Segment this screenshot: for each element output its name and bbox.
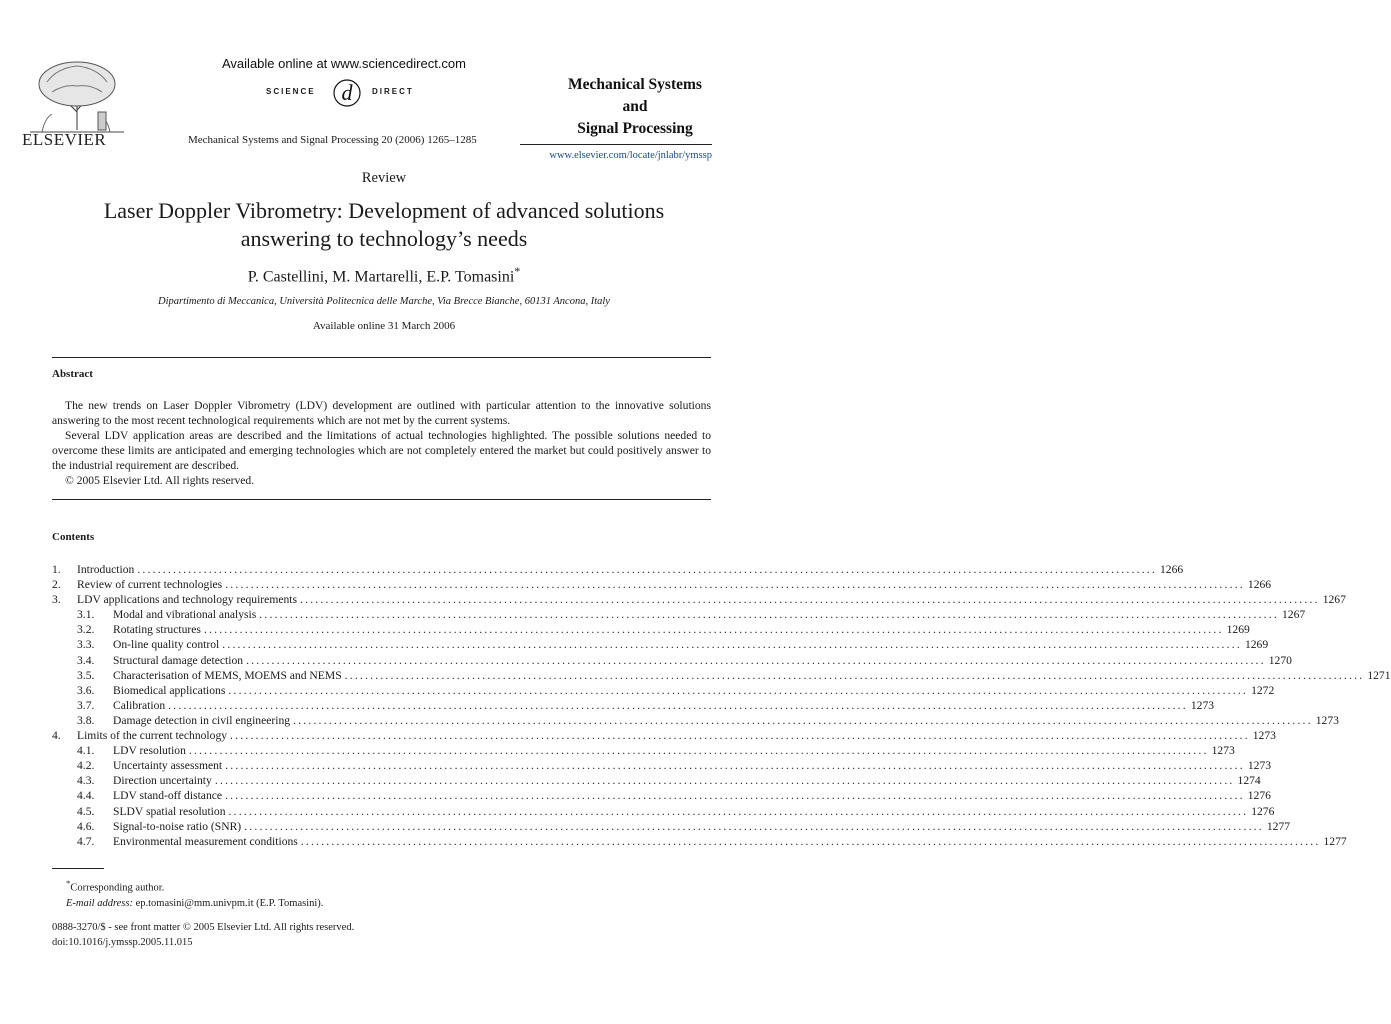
toc-entry-label: Introduction (77, 563, 135, 576)
toc-leader-dots: ........................................................................................................................................................................................................ (259, 608, 1279, 622)
journal-title-block (556, 74, 714, 140)
toc-entry[interactable] (52, 653, 1292, 668)
toc-entry-page: 1273 (1211, 744, 1235, 758)
toc-entry-label: LDV stand-off distance (113, 789, 223, 803)
toc-entry[interactable] (52, 773, 1261, 788)
author-affiliation: Dipartimento di Meccanica, Università Politecnica delle Marche, Via Brecce Bianche, 60131 Ancona, Italy (158, 296, 610, 307)
toc-entry[interactable] (52, 713, 1339, 728)
issn-line: 0888-3270/$ - see front matter © 2005 Elsevier Ltd. All rights reserved. (52, 922, 355, 933)
toc-entry-page: 1277 (1323, 834, 1347, 848)
author-names: P. Castellini, M. Martarelli, E.P. Tomasini (247, 268, 515, 286)
toc-leader-dots: ........................................................................................................................................................................................................ (228, 804, 1249, 818)
toc-entry-number: 3.2. (77, 623, 95, 637)
table-of-contents (52, 562, 1391, 849)
footnote-divider (52, 868, 104, 869)
toc-entry-label: Direction uncertainty (113, 774, 212, 788)
toc-entry-label: Signal-to-noise ratio (SNR) (113, 819, 242, 833)
toc-entry-page: 1273 (1252, 729, 1276, 743)
toc-leader-dots: ........................................................................................................................................................................................................ (188, 744, 1209, 758)
toc-entry-page: 1272 (1251, 683, 1275, 697)
toc-leader-dots: ........................................................................................................................................................................................................ (293, 713, 1313, 727)
toc-entry-page: 1267 (1281, 608, 1306, 622)
toc-entry[interactable] (52, 804, 1275, 819)
toc-entry-number: 4. (52, 729, 61, 743)
section-divider (52, 357, 711, 358)
toc-entry-number: 1. (52, 563, 61, 576)
toc-entry[interactable] (52, 819, 1291, 834)
toc-entry[interactable] (52, 834, 1347, 849)
toc-entry[interactable] (52, 758, 1272, 773)
footnote-mark: * (66, 878, 71, 888)
toc-leader-dots: ........................................................................................................................................................................................................ (225, 789, 1245, 803)
journal-citation: Mechanical Systems and Signal Processing 20 (2006) 1265–1285 (188, 134, 477, 146)
toc-entry-page: 1276 (1251, 804, 1275, 818)
page-footer (52, 920, 354, 950)
toc-entry-page: 1270 (1268, 653, 1292, 667)
available-online-banner: Available online at www.sciencedirect.com (222, 56, 466, 71)
section-divider (52, 499, 711, 500)
toc-leader-dots: ........................................................................................................................................................................................................ (225, 759, 1245, 773)
toc-entry[interactable] (52, 743, 1235, 758)
journal-url-link[interactable]: www.elsevier.com/locate/jnlabr/ymssp (549, 150, 712, 161)
toc-entry-label: Damage detection in civil engineering (113, 713, 291, 727)
toc-entry-number: 2. (52, 578, 61, 592)
toc-leader-dots: ........................................................................................................................................................................................................ (225, 578, 1245, 592)
toc-leader-dots: ........................................................................................................................................................................................................ (246, 653, 1266, 667)
contents-heading: Contents (52, 531, 95, 543)
toc-entry-label: SLDV spatial resolution (113, 804, 226, 818)
toc-entry-number: 3.4. (77, 653, 95, 667)
toc-leader-dots: ........................................................................................................................................................................................................ (203, 623, 1224, 637)
elsevier-wordmark: ELSEVIER (22, 130, 107, 149)
sciencedirect-logo-right: DIRECT (372, 87, 414, 96)
toc-entry-label: LDV resolution (113, 744, 186, 758)
author-list (0, 264, 768, 286)
toc-entry-label: Structural damage detection (113, 653, 244, 667)
toc-entry-number: 3.5. (77, 668, 95, 682)
available-online-date: Available online 31 March 2006 (312, 320, 456, 332)
toc-leader-dots: ........................................................................................................................................................................................................ (300, 834, 1321, 848)
toc-entry[interactable] (52, 592, 1346, 607)
journal-title-line: and (622, 98, 648, 115)
abstract-paragraph: Several LDV application areas are described and the limitations of actual technologies highlighted. The possible solutions needed to overcome these limits are anticipated and emerging technologies which are not completely entered the market but could positively answer to the industrial requirement are described. (52, 429, 711, 472)
toc-leader-dots: ........................................................................................................................................................................................................ (228, 683, 1249, 697)
toc-entry[interactable] (52, 728, 1276, 743)
toc-entry-page: 1266 (1160, 563, 1184, 576)
sciencedirect-logo-left: SCIENCE (266, 87, 316, 96)
toc-entry-page: 1273 (1247, 759, 1272, 773)
toc-leader-dots: ........................................................................................................................................................................................................ (137, 563, 1157, 576)
journal-title-line: Signal Processing (577, 120, 693, 137)
toc-entry-label: On-line quality control (113, 638, 220, 652)
email-label: E-mail address: (66, 897, 133, 909)
toc-leader-dots: ........................................................................................................................................................................................................ (230, 729, 1250, 743)
toc-entry-number: 3.8. (77, 713, 95, 727)
toc-entry-page: 1267 (1322, 593, 1346, 607)
svg-text:d: d (341, 80, 353, 105)
toc-entry-label: Characterisation of MEMS, MOEMS and NEMS (113, 668, 342, 682)
toc-entry-page: 1273 (1315, 713, 1339, 727)
journal-divider (520, 144, 712, 145)
article-type: Review (361, 170, 407, 186)
toc-entry-label: Modal and vibrational analysis (113, 608, 257, 622)
toc-entry-number: 4.4. (77, 789, 95, 803)
toc-entry[interactable] (52, 788, 1271, 803)
toc-entry-page: 1266 (1247, 578, 1272, 592)
toc-entry-label: Uncertainty assessment (113, 759, 223, 773)
toc-entry-page: 1269 (1226, 623, 1250, 637)
toc-entry-number: 4.6. (77, 819, 95, 833)
toc-entry[interactable] (52, 668, 1391, 683)
toc-entry-label: Biomedical applications (113, 683, 226, 697)
toc-leader-dots: ........................................................................................................................................................................................................ (222, 638, 1242, 652)
abstract-heading: Abstract (52, 368, 93, 380)
toc-entry-label: Rotating structures (113, 623, 201, 637)
toc-entry-label: LDV applications and technology requirements (77, 593, 298, 607)
toc-entry-number: 3.6. (77, 683, 95, 697)
toc-entry[interactable] (52, 622, 1250, 637)
toc-entry-number: 3.7. (77, 698, 95, 712)
sciencedirect-logo (262, 78, 432, 108)
toc-entry-page: 1276 (1247, 789, 1271, 803)
toc-entry-number: 3.3. (77, 638, 95, 652)
article-title: Laser Doppler Vibrometry: Development of advanced solutions answering to technology’s needs (103, 198, 665, 251)
abstract-paragraph: The new trends on Laser Doppler Vibrometry (LDV) development are outlined with particular attention to the innovative solutions answering to the most recent technological requirements which are not met by the current systems. (52, 399, 711, 427)
doi-line: doi:10.1016/j.ymssp.2005.11.015 (52, 937, 193, 948)
toc-entry-label: Review of current technologies (77, 578, 223, 592)
toc-entry-page: 1269 (1244, 638, 1269, 652)
toc-entry-number: 4.2. (77, 759, 95, 773)
toc-leader-dots: ........................................................................................................................................................................................................ (344, 668, 1365, 682)
toc-entry-page: 1273 (1190, 698, 1215, 712)
corresponding-author-note: Corresponding author. (70, 882, 165, 894)
abstract-body (52, 398, 711, 488)
toc-entry[interactable] (52, 562, 1184, 577)
toc-entry-page: 1274 (1237, 774, 1261, 788)
toc-entry[interactable] (52, 698, 1215, 713)
toc-entry-label: Limits of the current technology (77, 729, 228, 743)
toc-entry-number: 3. (52, 593, 61, 607)
email-address-link[interactable]: ep.tomasini@mm.univpm.it (E.P. Tomasini). (135, 897, 324, 909)
sciencedirect-d-icon (330, 78, 364, 108)
toc-leader-dots: ........................................................................................................................................................................................................ (300, 593, 1320, 607)
toc-entry[interactable] (52, 607, 1306, 622)
corresponding-author-mark[interactable]: * (514, 264, 521, 278)
toc-entry-number: 4.1. (77, 744, 95, 758)
toc-entry-page: 1271 (1367, 668, 1391, 682)
toc-entry[interactable] (52, 637, 1269, 652)
journal-title-line: Mechanical Systems (568, 76, 702, 93)
toc-leader-dots: ........................................................................................................................................................................................................ (168, 698, 1188, 712)
toc-entry-number: 4.3. (77, 774, 95, 788)
toc-entry-label: Environmental measurement conditions (113, 834, 298, 848)
toc-entry[interactable] (52, 683, 1275, 698)
toc-entry-number: 4.5. (77, 804, 95, 818)
toc-entry[interactable] (52, 577, 1272, 592)
copyright-line: © 2005 Elsevier Ltd. All rights reserved. (65, 474, 255, 487)
toc-leader-dots: ........................................................................................................................................................................................................ (214, 774, 1235, 788)
toc-entry-number: 4.7. (77, 834, 95, 848)
toc-entry-label: Calibration (113, 698, 166, 712)
toc-entry-page: 1277 (1266, 819, 1291, 833)
footnote (52, 876, 323, 911)
toc-entry-number: 3.1. (77, 608, 95, 622)
toc-leader-dots: ........................................................................................................................................................................................................ (244, 819, 1264, 833)
